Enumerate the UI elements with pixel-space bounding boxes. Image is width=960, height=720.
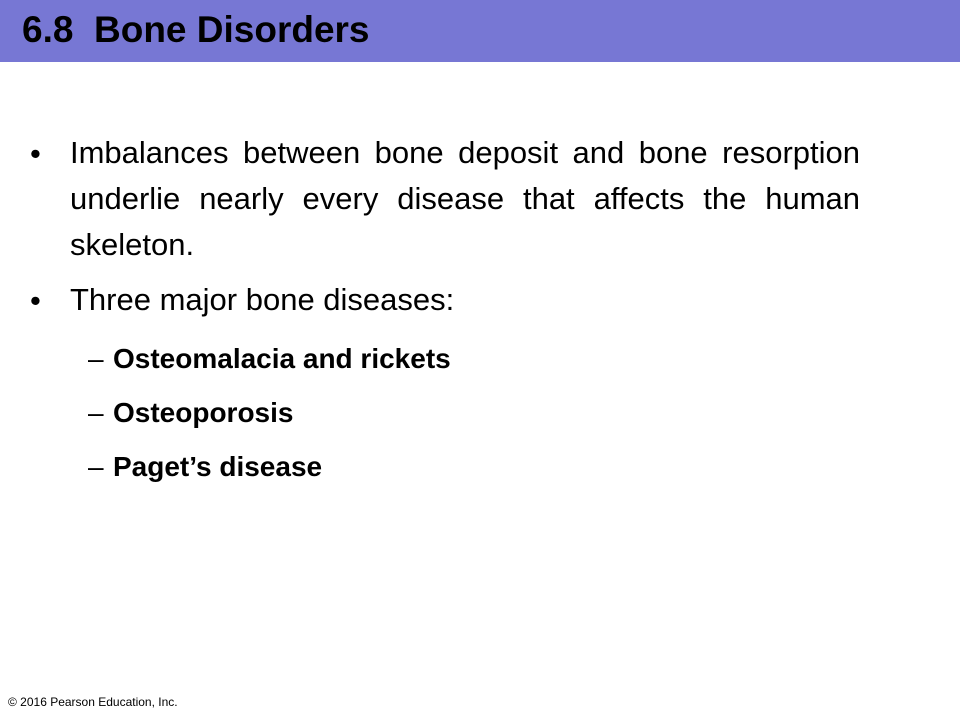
sub-bullet-marker: –: [88, 451, 104, 482]
copyright-footer: © 2016 Pearson Education, Inc.: [8, 695, 178, 709]
bullet-marker: •: [30, 283, 41, 318]
bullet-text-imbalances: Imbalances between bone deposit and bone resorption underlie nearly every disease that affects the human skeleton.: [70, 135, 860, 262]
bullet-marker: •: [30, 136, 41, 171]
sub-item-osteoporosis: Osteoporosis: [113, 397, 294, 428]
sub-bullet-marker: –: [88, 343, 104, 374]
sub-item-pagets-disease: Paget’s disease: [113, 451, 323, 482]
sub-item-osteomalacia: Osteomalacia and rickets: [113, 343, 451, 374]
title-bar: [0, 0, 960, 62]
bullet-text-major-diseases: Three major bone diseases:: [70, 282, 455, 317]
slide-title: 6.8 Bone Disorders: [22, 9, 370, 50]
sub-bullet-marker: –: [88, 397, 104, 428]
